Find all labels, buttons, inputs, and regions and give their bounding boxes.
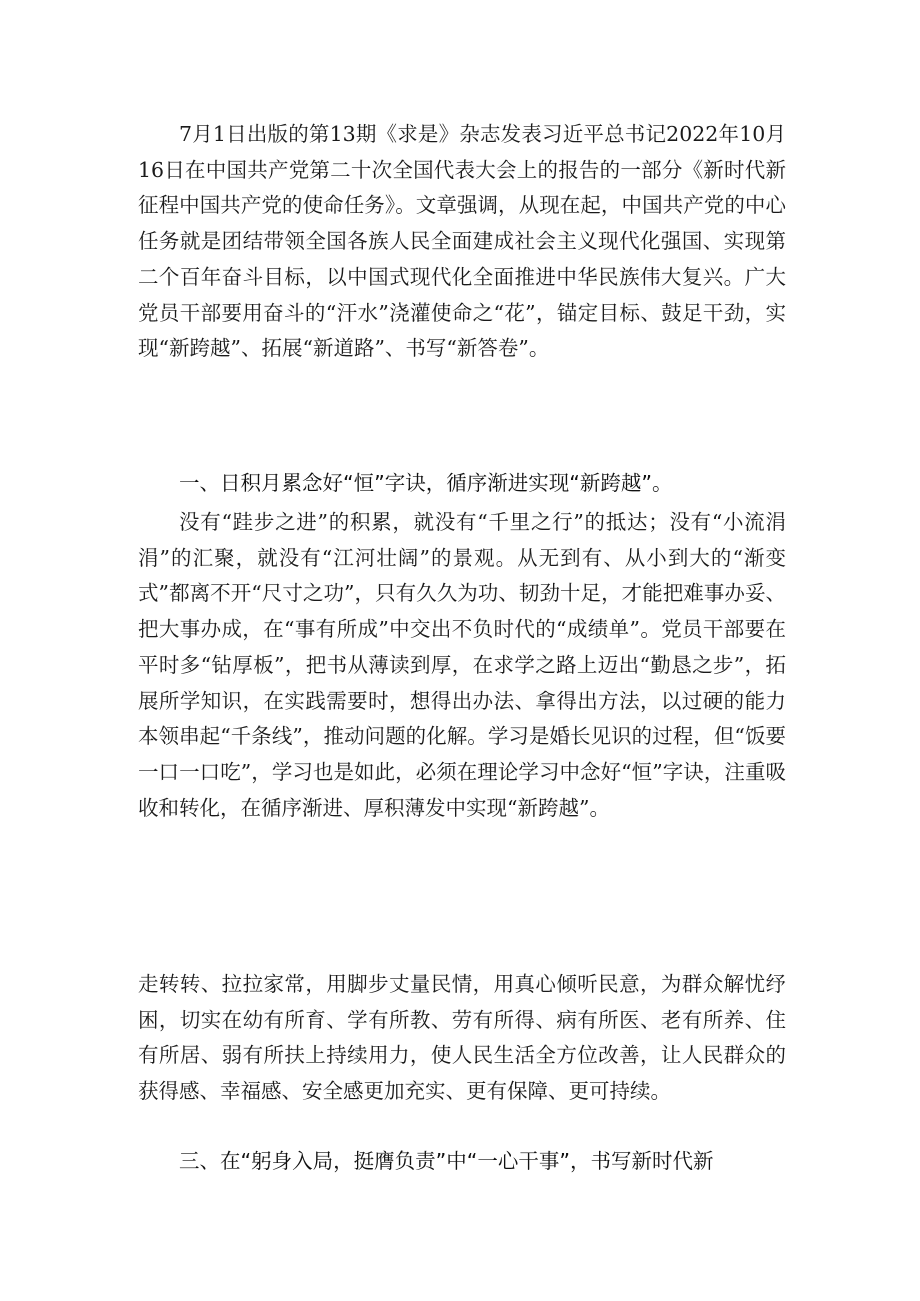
section-heading-1: 一、日积月累念好“恒”字诀，循序渐进实现“新跨越”。 [179,471,673,495]
paragraph-section-2-continued: 走转转、拉拉家常，用脚步丈量民情，用真心倾听民意，为群众解忧纾困，切实在幼有所育、学有所教、劳有所得、病有所医、老有所养、住有所居、弱有所扶上持续用力，使人民生活全方位改善，让人民群众的获得感、幸福感、安全感更加充实、更有保障、更可持续。 [138,972,786,1104]
paragraph-intro: 7月1日出版的第13期《求是》杂志发表习近平总书记2022年10月16日在中国共产党第二十次全国代表大会上的报告的一部分《新时代新征程中国共产党的使命任务》。文章强调，从现在起，中国共产党的中心任务就是团结带领全国各族人民全面建成社会主义现代化强国、实现第二个百年奋斗目标，以中国式现代化全面推进中华民族伟大复兴。广大党员干部要用奋斗的“汗水”浇灌使命之“花”，锚定目标、鼓足干劲，实现“新跨越”、拓展“新道路”、书写“新答卷”。 [138,122,786,361]
section-heading-3: 三、在“躬身入局，挺膺负责”中“一心干事”，书写新时代新 [179,1149,714,1173]
paragraph-section-1: 没有“跬步之进”的积累，就没有“千里之行”的抵达；没有“小流涓涓”的汇聚，就没有“江河壮阔”的景观。从无到有、从小到大的“渐变式”都离不开“尺寸之功”，只有久久为功、韧劲十足，才能把难事办妥、把大事办成，在“事有所成”中交出不负时代的“成绩单”。党员干部要在平时多“钻厚板”，把书从薄读到厚，在求学之路上迈出“勤恳之步”，拓展所学知识，在实践需要时，想得出办法、拿得出方法，以过硬的能力本领串起“千条线”，推动问题的化解。学习是婚长见识的过程，但“饭要一口一口吃”，学习也是如此，必须在理论学习中念好“恒”字诀，注重吸收和转化，在循序渐进、厚积薄发中实现“新跨越”。 [138,510,786,820]
